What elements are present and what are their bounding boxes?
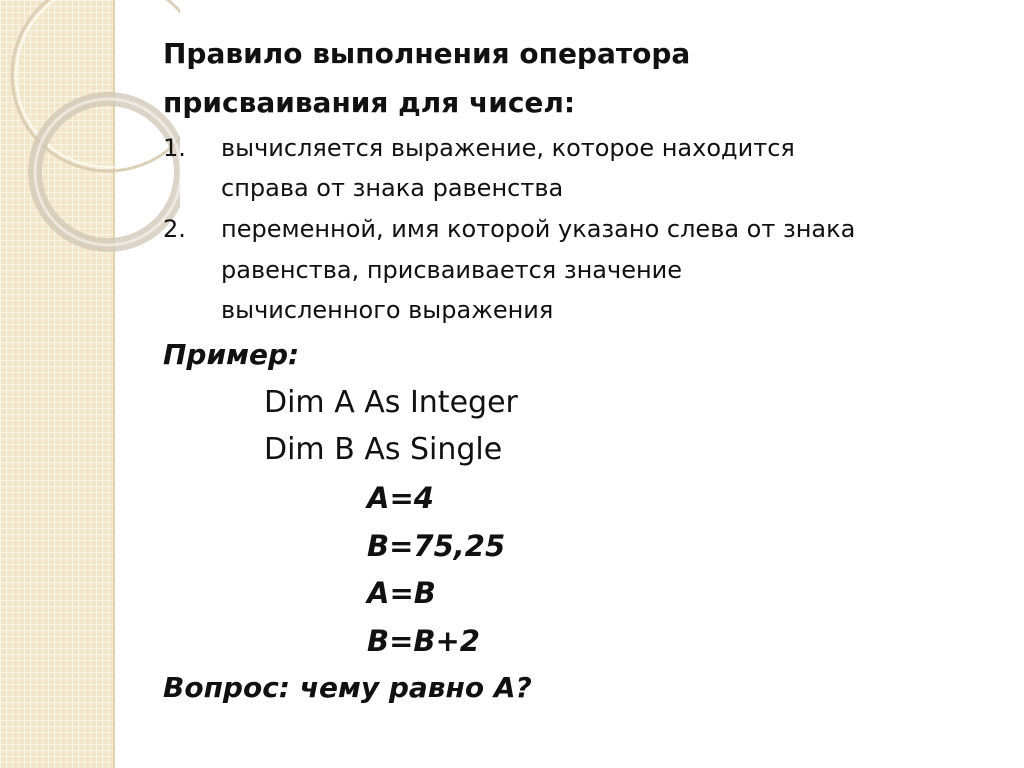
- decorative-rings-icon: [0, 0, 180, 260]
- code-line-dim-b: Dim B As Single: [264, 432, 503, 467]
- rule-2-line-1: переменной, имя которой указано слева от знака: [221, 215, 856, 243]
- assignment-a-4: A=4: [367, 481, 434, 515]
- rule-2-line-2: равенства, присваивается значение: [221, 256, 683, 284]
- rule-1-number: 1.: [163, 134, 186, 162]
- assignment-b-75-25: B=75,25: [367, 529, 506, 563]
- rule-2-number: 2.: [163, 215, 186, 243]
- question-text: Вопрос: чему равно A?: [163, 671, 532, 704]
- code-line-dim-a: Dim A As Integer: [264, 385, 518, 420]
- rule-1-line-2: справа от знака равенства: [221, 174, 564, 202]
- example-label: Пример:: [163, 338, 300, 371]
- slide-title-line-1: Правило выполнения оператора: [163, 37, 691, 70]
- assignment-a-b: A=B: [367, 576, 436, 610]
- slide-content: [163, 0, 1003, 768]
- rule-1-line-1: вычисляется выражение, которое находится: [221, 134, 795, 162]
- rule-2-line-3: вычисленного выражения: [221, 296, 554, 324]
- assignment-b-b-plus-2: B=B+2: [367, 624, 480, 658]
- slide-title-line-2: присваивания для чисел:: [163, 86, 576, 119]
